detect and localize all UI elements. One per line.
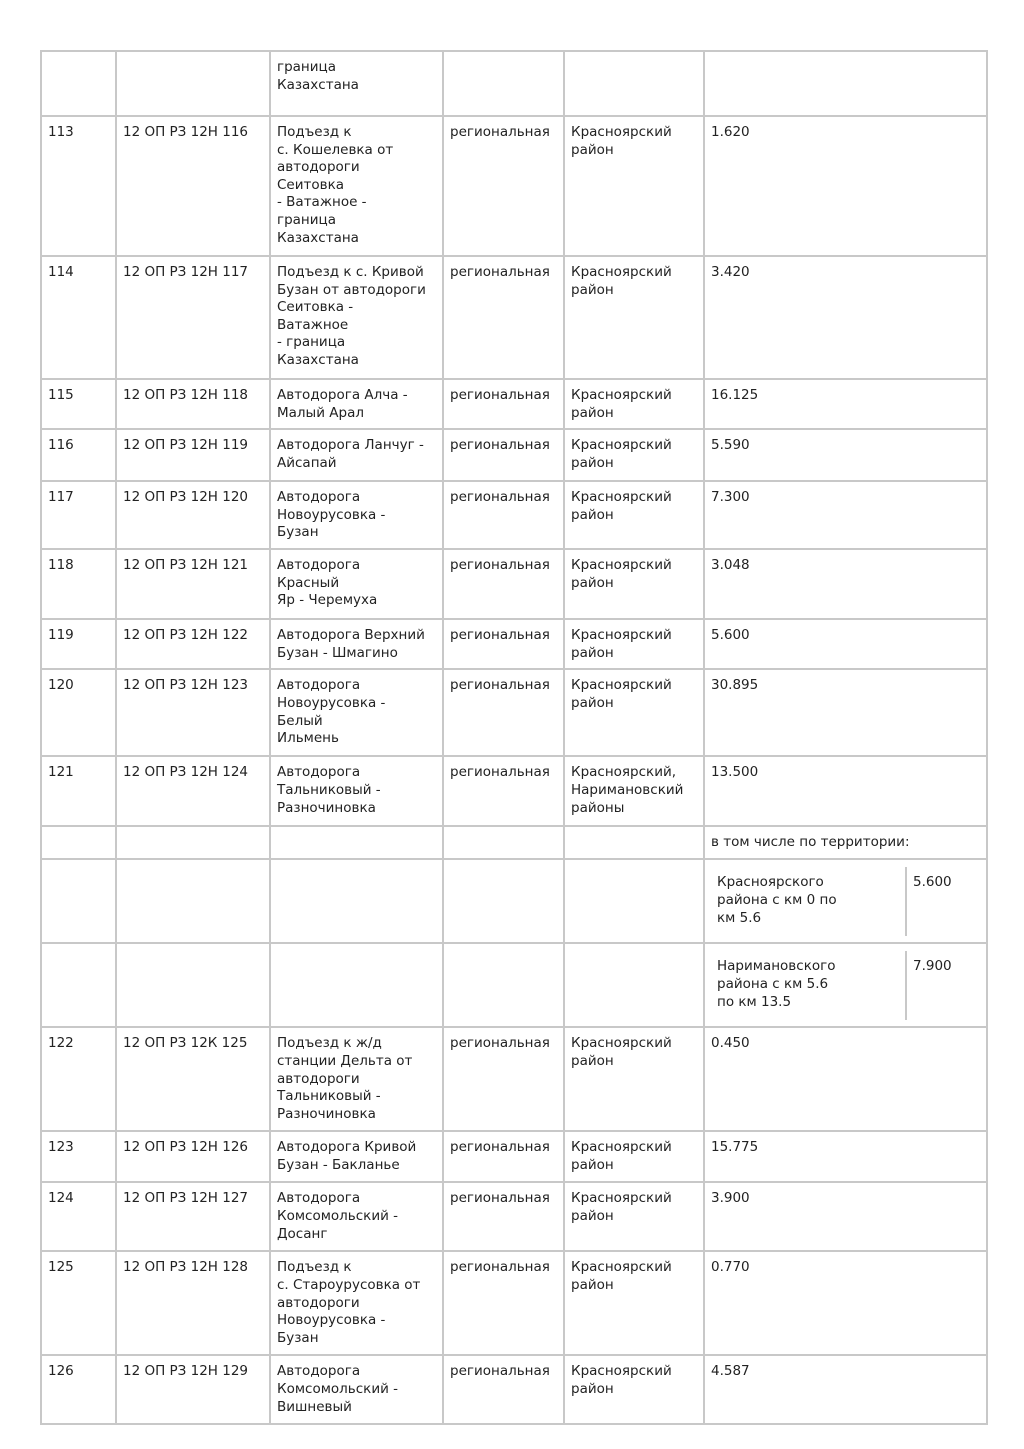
road-name-cell — [270, 826, 443, 859]
road-category-cell: региональная — [443, 429, 564, 481]
road-id-cell: 12 ОП РЗ 12Н 127 — [116, 1182, 270, 1251]
district-cell: Красноярский район — [564, 379, 704, 429]
table-row — [41, 481, 987, 549]
road-category-cell: региональная — [443, 549, 564, 619]
road-id-cell: 12 ОП РЗ 12Н 119 — [116, 429, 270, 481]
length-breakdown-cell — [704, 943, 987, 1027]
length-km-cell: 0.770 — [704, 1251, 987, 1355]
row-number-cell: 115 — [41, 379, 116, 429]
row-number-cell: 114 — [41, 256, 116, 379]
length-km-cell — [704, 51, 987, 116]
district-cell: Красноярский район — [564, 481, 704, 549]
road-name-cell: Подъезд к ж/д станции Дельта от автодороги Тальниковый - Разночиновка — [270, 1027, 443, 1131]
road-name-cell: Автодорога Комсомольский - Досанг — [270, 1182, 443, 1251]
table-row — [41, 429, 987, 481]
length-km-cell: 3.900 — [704, 1182, 987, 1251]
road-name-cell: граница Казахстана — [270, 51, 443, 116]
road-category-cell: региональная — [443, 116, 564, 256]
district-cell: Красноярский район — [564, 1131, 704, 1182]
district-cell — [564, 51, 704, 116]
road-name-cell: Автодорога Тальниковый - Разночиновка — [270, 756, 443, 826]
row-number-cell: 117 — [41, 481, 116, 549]
row-number-cell: 113 — [41, 116, 116, 256]
road-category-cell: региональная — [443, 1182, 564, 1251]
district-cell: Красноярский район — [564, 619, 704, 669]
road-id-cell: 12 ОП РЗ 12Н 123 — [116, 669, 270, 756]
district-cell — [564, 859, 704, 943]
road-name-cell: Подъезд к с. Кошелевка от автодороги Сеитовка - Ватажное - граница Казахстана — [270, 116, 443, 256]
road-category-cell — [443, 859, 564, 943]
district-cell — [564, 943, 704, 1027]
table-row — [41, 619, 987, 669]
road-category-cell: региональная — [443, 1355, 564, 1424]
table-row — [41, 1027, 987, 1131]
road-category-cell — [443, 943, 564, 1027]
road-name-cell — [270, 943, 443, 1027]
road-id-cell: 12 ОП РЗ 12Н 118 — [116, 379, 270, 429]
length-breakdown-cell — [704, 859, 987, 943]
district-cell: Красноярский район — [564, 1355, 704, 1424]
road-name-cell: Подъезд к с. Кривой Бузан от автодороги Сеитовка - Ватажное - граница Казахстана — [270, 256, 443, 379]
table-row — [41, 943, 987, 1027]
row-number-cell: 126 — [41, 1355, 116, 1424]
row-number-cell — [41, 51, 116, 116]
road-category-cell: региональная — [443, 669, 564, 756]
table-row — [41, 256, 987, 379]
road-category-cell — [443, 51, 564, 116]
road-name-cell: Автодорога Верхний Бузан - Шмагино — [270, 619, 443, 669]
road-name-cell: Автодорога Комсомольский - Вишневый — [270, 1355, 443, 1424]
segment-description: Наримановского района с км 5.6 по км 13.5 — [711, 951, 906, 1020]
length-km-cell: 3.420 — [704, 256, 987, 379]
table-row — [41, 1131, 987, 1182]
district-cell: Красноярский район — [564, 1182, 704, 1251]
table-row — [41, 756, 987, 826]
road-id-cell — [116, 943, 270, 1027]
road-category-cell: региональная — [443, 619, 564, 669]
table-row — [41, 1355, 987, 1424]
road-id-cell — [116, 859, 270, 943]
row-number-cell: 119 — [41, 619, 116, 669]
road-id-cell: 12 ОП РЗ 12Н 117 — [116, 256, 270, 379]
road-id-cell: 12 ОП РЗ 12Н 121 — [116, 549, 270, 619]
row-number-cell: 122 — [41, 1027, 116, 1131]
district-cell: Красноярский район — [564, 116, 704, 256]
road-name-cell — [270, 859, 443, 943]
segment-description: Красноярского района с км 0 по км 5.6 — [711, 867, 906, 936]
district-cell: Красноярский район — [564, 549, 704, 619]
roads-table — [40, 50, 988, 1425]
table-row — [41, 1182, 987, 1251]
district-cell: Красноярский район — [564, 1027, 704, 1131]
length-km-cell: 4.587 — [704, 1355, 987, 1424]
length-km-cell: 16.125 — [704, 379, 987, 429]
road-name-cell: Подъезд к с. Староурусовка от автодороги Новоурусовка - Бузан — [270, 1251, 443, 1355]
district-cell: Красноярский район — [564, 256, 704, 379]
district-cell: Красноярский район — [564, 1251, 704, 1355]
road-id-cell: 12 ОП РЗ 12Н 124 — [116, 756, 270, 826]
road-id-cell: 12 ОП РЗ 12Н 128 — [116, 1251, 270, 1355]
row-number-cell: 120 — [41, 669, 116, 756]
table-row — [41, 116, 987, 256]
road-category-cell: региональная — [443, 256, 564, 379]
road-name-cell: Автодорога Алча - Малый Арал — [270, 379, 443, 429]
road-id-cell: 12 ОП РЗ 12Н 129 — [116, 1355, 270, 1424]
length-km-cell: 7.300 — [704, 481, 987, 549]
road-name-cell: Автодорога Красный Яр - Черемуха — [270, 549, 443, 619]
district-cell: Красноярский район — [564, 429, 704, 481]
length-km-cell: 5.600 — [704, 619, 987, 669]
road-category-cell: региональная — [443, 1251, 564, 1355]
road-category-cell — [443, 826, 564, 859]
length-km-cell: 0.450 — [704, 1027, 987, 1131]
length-km-cell: 30.895 — [704, 669, 987, 756]
road-category-cell: региональная — [443, 756, 564, 826]
road-id-cell: 12 ОП РЗ 12К 125 — [116, 1027, 270, 1131]
row-number-cell: 118 — [41, 549, 116, 619]
segment-length: 7.900 — [913, 958, 952, 975]
road-category-cell: региональная — [443, 1027, 564, 1131]
road-id-cell — [116, 826, 270, 859]
road-category-cell: региональная — [443, 481, 564, 549]
row-number-cell: 125 — [41, 1251, 116, 1355]
row-number-cell — [41, 859, 116, 943]
road-name-cell: Автодорога Кривой Бузан - Бакланье — [270, 1131, 443, 1182]
table-row — [41, 859, 987, 943]
table-row — [41, 669, 987, 756]
table-row — [41, 826, 987, 859]
road-id-cell: 12 ОП РЗ 12Н 120 — [116, 481, 270, 549]
road-id-cell: 12 ОП РЗ 12Н 126 — [116, 1131, 270, 1182]
road-id-cell: 12 ОП РЗ 12Н 116 — [116, 116, 270, 256]
length-km-cell: 13.500 — [704, 756, 987, 826]
road-name-cell: Автодорога Новоурусовка - Бузан — [270, 481, 443, 549]
length-km-cell: 3.048 — [704, 549, 987, 619]
table-row — [41, 549, 987, 619]
district-cell — [564, 826, 704, 859]
row-number-cell — [41, 826, 116, 859]
row-number-cell — [41, 943, 116, 1027]
row-number-cell: 124 — [41, 1182, 116, 1251]
length-km-cell: 1.620 — [704, 116, 987, 256]
length-km-cell: 5.590 — [704, 429, 987, 481]
road-id-cell — [116, 51, 270, 116]
district-cell: Красноярский район — [564, 669, 704, 756]
table-row — [41, 1251, 987, 1355]
row-number-cell: 116 — [41, 429, 116, 481]
road-category-cell: региональная — [443, 379, 564, 429]
road-id-cell: 12 ОП РЗ 12Н 122 — [116, 619, 270, 669]
road-name-cell: Автодорога Новоурусовка - Белый Ильмень — [270, 669, 443, 756]
table-row — [41, 379, 987, 429]
road-name-cell: Автодорога Ланчуг - Айсапай — [270, 429, 443, 481]
length-km-cell: 15.775 — [704, 1131, 987, 1182]
row-number-cell: 123 — [41, 1131, 116, 1182]
road-category-cell: региональная — [443, 1131, 564, 1182]
segment-length: 5.600 — [913, 874, 952, 891]
row-number-cell: 121 — [41, 756, 116, 826]
length-km-cell: в том числе по территории: — [704, 826, 987, 859]
table-row — [41, 51, 987, 116]
district-cell: Красноярский, Наримановский районы — [564, 756, 704, 826]
